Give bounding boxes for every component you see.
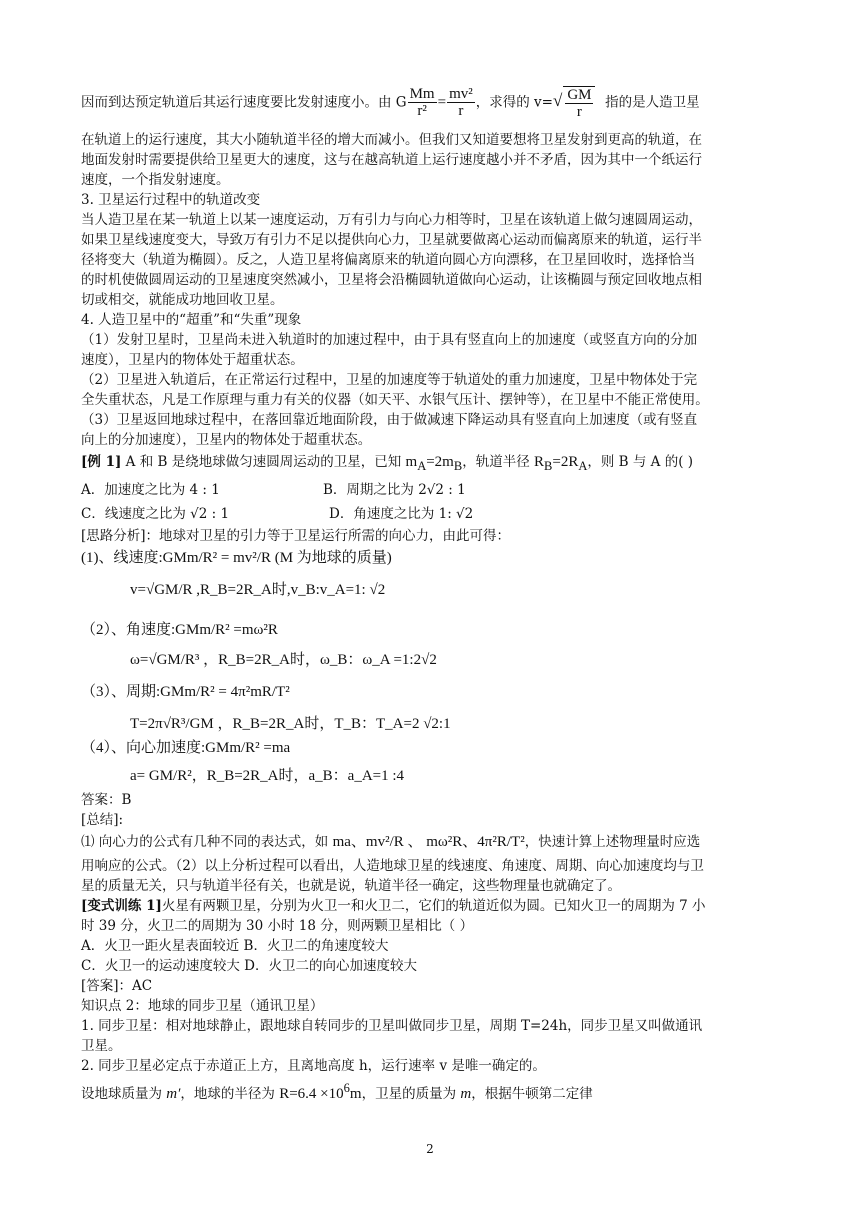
text-line: 当人造卫星在某一轨道上以某一速度运动，万有引力与向心力相等时，卫星在该轨道上做匀速圆周运动， — [81, 212, 702, 228]
text-line: （2）卫星进入轨道后，在正常运行过程中，卫星的加速度等于轨道处的重力加速度，卫星中物体处于完 — [81, 372, 698, 388]
text-line: 用响应的公式。（2）以上分析过程可以看出，人造地球卫星的线速度、角速度、周期、向心加速度均与卫 — [81, 858, 704, 874]
text-line: （1）发射卫星时，卫星尚未进入轨道时的加速过程中，由于具有竖直向上的加速度（或竖直方向的分加 — [81, 332, 698, 348]
text-line: 向上的分加速度），卫星内的物体处于超重状态。 — [81, 432, 372, 448]
formula-line: (1)、线速度:GMm/R² = mv²/R (M 为地球的质量) — [81, 550, 392, 566]
text-line: 速度），卫星内的物体处于超重状态。 — [81, 352, 304, 368]
formula-line: v=√GM/R ,R_B=2R_A时,v_B:v_A=1: √2 — [130, 582, 386, 598]
option-b: B．周期之比为 2√2 : 1 — [323, 482, 466, 498]
example-tag: [例 1] — [81, 454, 122, 470]
option-c: C．线速度之比为 √2 : 1 — [81, 506, 230, 522]
text-line: 2. 同步卫星必定点于赤道正上方，且离地高度 h，运行速率 v 是唯一确定的。 — [81, 1058, 546, 1074]
summary-heading: [总结]: — [81, 812, 124, 828]
option-d: D．角速度之比为 1: √2 — [329, 506, 474, 522]
text-line: 速度，一个指发射速度。 — [81, 172, 230, 188]
variant-question: [变式训练 1]火星有两颗卫星，分别为火卫一和火卫二，它们的轨道近似为圆。已知火卫一的周期为 7 小 — [81, 898, 706, 914]
variant-tag: [变式训练 1] — [81, 898, 162, 914]
option-line: C．火卫一的运动速度较大 D．火卫二的向心加速度较大 — [81, 958, 417, 974]
text-line: 星的质量无关，只与轨道半径有关，也就是说，轨道半径一确定，这些物理量也就确定了。 — [81, 878, 621, 894]
option-line: A．火卫一距火星表面较近 B．火卫二的角速度较大 — [81, 938, 389, 954]
text-line: 时 39 分，火卫二的周期为 30 小时 18 分，则两颗卫星相比（ ） — [81, 918, 474, 934]
text-line: 的时机使做圆周运动的卫星速度突然减小，卫星将会沿椭圆轨道做向心运动，让该椭圆与预定回收地点相 — [81, 272, 702, 288]
formula-line: T=2π√R³/GM ，R_B=2R_A时，T_B：T_A=2 √2:1 — [130, 716, 451, 732]
formula-line: （2）、角速度:GMm/R² =mω²R — [81, 622, 278, 638]
text-line: 1. 同步卫星：相对地球静止，跟地球自转同步的卫星叫做同步卫星，周期 T=24h，同步卫星又叫做通讯 — [81, 1018, 703, 1034]
answer-line: 答案：B — [81, 792, 132, 808]
text-line: 切或相交，就能成功地回收卫星。 — [81, 292, 284, 308]
text-line: 全失重状态，凡是工作原理与重力有关的仪器（如天平、水银气压计、摆钟等），在卫星中不能正常使用。 — [81, 392, 709, 408]
section-heading: 4. 人造卫星中的“超重”和“失重”现象 — [81, 312, 302, 328]
text-line: 在轨道上的运行速度，其大小随轨道半径的增大而减小。但我们又知道要想将卫星发射到更高的轨道，在 — [81, 132, 702, 148]
text-line: 如果卫星线速度变大，导致万有引力不足以提供向心力，卫星就要做离心运动而偏离原来的轨道，运行半 — [81, 232, 702, 248]
formula-fraction: $\frac{\text{mv²}}{r}$ — [449, 86, 473, 120]
text-line: （3）卫星返回地球过程中，在落回靠近地面阶段，由于做减速下降运动具有竖直向上加速度（或有竖直 — [81, 412, 698, 428]
text-line: 地面发射时需要提供给卫星更大的速度，这与在越高轨道上运行速度越小并不矛盾，因为其中一个纸运行 — [81, 152, 702, 168]
text-line: 径将变大（轨道为椭圆）。反之，人造卫星将偏离原来的轨道向圆心方向漂移，在卫星回收时，选择恰当 — [81, 252, 696, 268]
text-line: ⑴ 向心力的公式有几种不同的表达式，如 ma、mv²/R 、 mω²R、4π²R/T²，快速计算上述物理量时应选 — [81, 834, 701, 850]
section-heading: 3. 卫星运行过程中的轨道改变 — [81, 192, 261, 208]
text-line: 因而到达预定轨道后其运行速度要比发射速度小。由 G $\frac{Mm}{\text{r²}}$ = $\frac{\text{mv²}}{r}$ ，求得的 v=√ $\frac{GM}{r}$ 指的是人造卫星 — [81, 86, 700, 120]
analysis-line: [思路分析]：地球对卫星的引力等于卫星运行所需的向心力，由此可得： — [81, 528, 511, 544]
section-heading: 知识点 2：地球的同步卫星（通讯卫星） — [81, 998, 324, 1014]
answer-line: [答案]：AC — [81, 978, 153, 994]
option-a: A．加速度之比为 4 : 1 — [81, 482, 220, 498]
text-line: 设地球质量为 m′，地球的半径为 $R=6.4 \times 10^6m$，卫星的质量为 m，根据牛顿第二定律 — [81, 1081, 593, 1102]
formula-sqrt: √ $\frac{GM}{r}$ — [553, 94, 597, 110]
formula-line: （3）、周期:GMm/R² = 4π²mR/T² — [81, 684, 290, 700]
text-line: 卫星。 — [81, 1038, 122, 1054]
formula-line: ω=√GM/R³ ，R_B=2R_A时，ω_B：ω_A =1:2√2 — [130, 652, 437, 668]
example-question: [例 1] A 和 B 是绕地球做匀速圆周运动的卫星，已知 $m_A=2m_B$，轨道半径 $R_B=2R_A$，则 B 与 A 的( ) — [81, 454, 694, 473]
formula-fraction: $\frac{Mm}{\text{r²}}$ — [409, 86, 435, 120]
formula-line: （4）、向心加速度:GMm/R² =ma — [81, 740, 291, 756]
formula-line: a= GM/R²，R_B=2R_A时，a_B：a_A=1 :4 — [130, 768, 405, 784]
page-number: 2 — [426, 1142, 434, 1156]
